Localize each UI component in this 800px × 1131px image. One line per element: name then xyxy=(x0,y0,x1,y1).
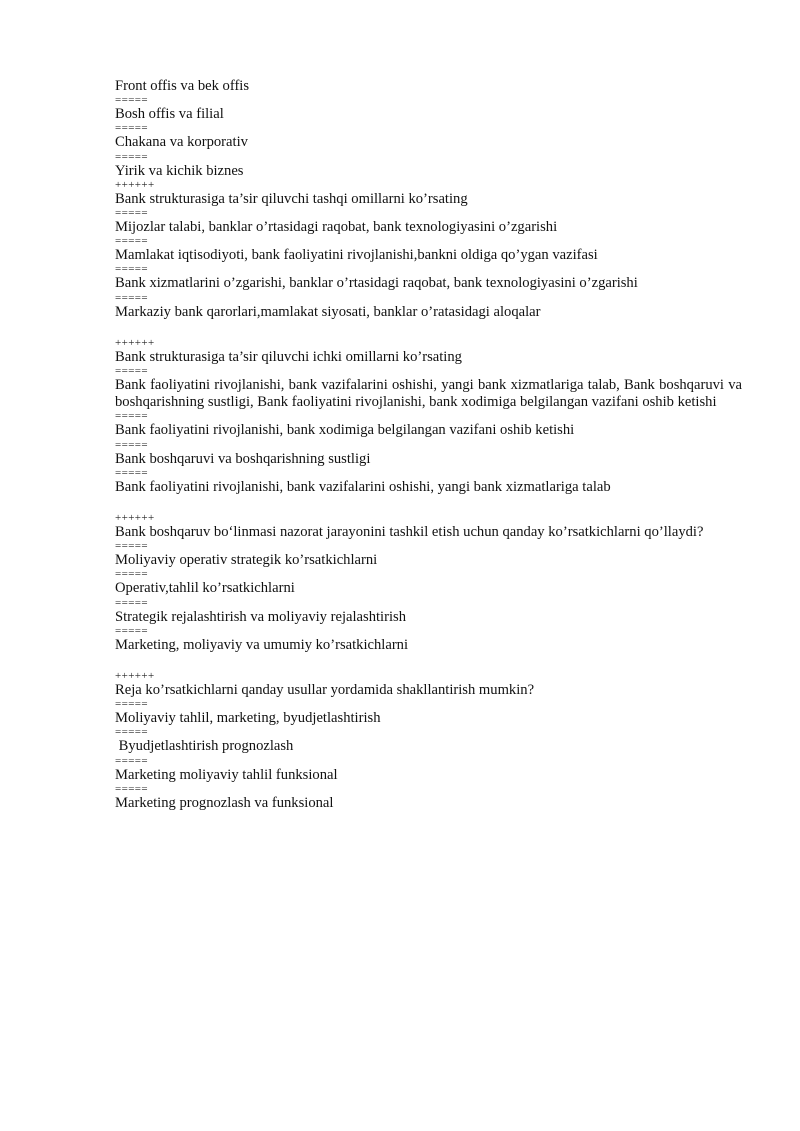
option-separator: ===== xyxy=(115,726,149,739)
block-spacer xyxy=(115,321,742,338)
answer-option: Marketing prognozlash va funksional xyxy=(115,794,334,811)
option-separator: ===== xyxy=(115,782,149,795)
answer-option: Moliyaviy tahlil, marketing, byudjetlashtirish xyxy=(115,710,381,727)
question-block xyxy=(115,671,742,812)
option-separator: ===== xyxy=(115,410,149,423)
option-separator: ===== xyxy=(115,438,149,451)
answer-option: Markaziy bank qarorlari,mamlakat siyosati, banklar o’ratasidagi aloqalar xyxy=(115,303,541,320)
question-block xyxy=(115,180,742,321)
option-separator: ===== xyxy=(115,540,149,553)
answer-option: Bank faoliyatini rivojlanishi, bank xodimiga belgilangan vazifani oshib ketishi xyxy=(115,422,575,439)
question-marker: ++++++ xyxy=(115,670,155,683)
document-content xyxy=(115,78,742,812)
question-marker: ++++++ xyxy=(115,512,155,525)
question-text: Bank strukturasiga ta’sir qiluvchi ichki omillarni ko’rsating xyxy=(115,348,462,365)
answer-option: Operativ,tahlil ko’rsatkichlarni xyxy=(115,580,295,597)
question-text: Bank strukturasiga ta’sir qiluvchi tashqi omillarni ko’rsating xyxy=(115,190,468,207)
question-text: Reja ko’rsatkichlarni qanday usullar yordamida shakllantirish mumkin? xyxy=(115,682,535,699)
option-separator: ===== xyxy=(115,263,149,276)
option-separator: ===== xyxy=(115,365,149,378)
option-separator: ===== xyxy=(115,207,149,220)
option-separator: ===== xyxy=(115,754,149,767)
option-separator: ===== xyxy=(115,698,149,711)
answer-option: Chakana va korporativ xyxy=(115,134,248,151)
option-separator: ===== xyxy=(115,568,149,581)
question-marker: ++++++ xyxy=(115,336,155,349)
block-spacer xyxy=(115,496,742,513)
block-spacer xyxy=(115,654,742,671)
answer-option: Bosh offis va filial xyxy=(115,106,224,123)
answer-option: Bank faoliyatini rivojlanishi, bank vazifalarini oshishi, yangi bank xizmatlariga talab, Bank boshqaruvi va boshqarishning sustligi, Bank faoliyatini rivojlanishi, bank xodimiga belgilangan vazifani oshib ketishi xyxy=(115,377,742,411)
question-text: Bank boshqaruv bo‘linmasi nazorat jarayonini tashkil etish uchun qanday ko’rsatkichlarni qo’llaydi? xyxy=(115,524,704,541)
answer-option: Marketing moliyaviy tahlil funksional xyxy=(115,766,338,783)
answer-option: Mijozlar talabi, banklar o’rtasidagi raqobat, bank texnologiyasini o’zgarishi xyxy=(115,219,558,236)
answer-option: Marketing, moliyaviy va umumiy ko’rsatkichlarni xyxy=(115,636,409,653)
answer-option: Mamlakat iqtisodiyoti, bank faoliyatini rivojlanishi,bankni oldiga qo’ygan vazifasi xyxy=(115,247,598,264)
option-separator: ===== xyxy=(115,94,149,107)
option-separator: ===== xyxy=(115,122,149,135)
answer-option: Front offis va bek offis xyxy=(115,78,250,94)
answer-option: Moliyaviy operativ strategik ko’rsatkichlarni xyxy=(115,552,378,569)
option-separator: ===== xyxy=(115,235,149,248)
option-separator: ===== xyxy=(115,150,149,163)
answer-option: Bank boshqaruvi va boshqarishning sustligi xyxy=(115,450,371,467)
option-separator: ===== xyxy=(115,466,149,479)
answer-option: Strategik rejalashtirish va moliyaviy rejalashtirish xyxy=(115,608,406,625)
question-block xyxy=(115,338,742,496)
option-separator: ===== xyxy=(115,291,149,304)
answer-option: Yirik va kichik biznes xyxy=(115,162,244,179)
answer-option: Bank faoliyatini rivojlanishi, bank vazifalarini oshishi, yangi bank xizmatlariga talab xyxy=(115,478,611,495)
question-block xyxy=(115,513,742,654)
question-block xyxy=(115,78,742,180)
option-separator: ===== xyxy=(115,624,149,637)
answer-option: Byudjetlashtirish prognozlash xyxy=(115,738,294,755)
answer-option: Bank xizmatlarini o’zgarishi, banklar o’rtasidagi raqobat, bank texnologiyasini o’zgarishi xyxy=(115,275,638,292)
question-marker: ++++++ xyxy=(115,178,155,191)
option-separator: ===== xyxy=(115,596,149,609)
